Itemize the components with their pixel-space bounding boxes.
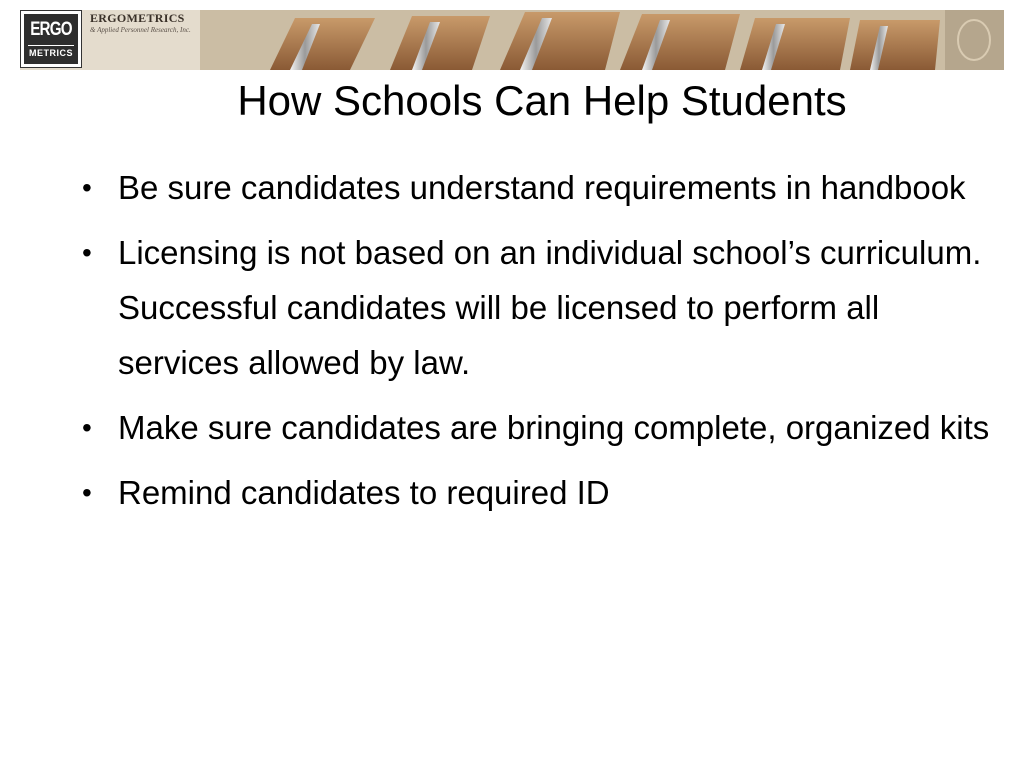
logo-metrics-text: METRICS [29,48,73,58]
brand-name: ERGOMETRICS [90,11,185,25]
bullet-icon: • [82,172,92,203]
bullet-item [76,465,996,520]
bullet-text: Be sure candidates understand requirements in handbook [118,169,966,206]
slide-title: How Schools Can Help Students [237,77,847,124]
bullet-item [76,160,996,215]
brand-tagline: & Applied Personnel Research, Inc. [90,26,191,34]
logo-ergo-text: ERGO [30,19,72,40]
bullet-text: Licensing is not based on an individual school’s curriculum. Successful candidates will be licensed to perform all services allowed by law. [118,234,982,381]
bullet-item [76,225,996,390]
bullet-icon: • [82,237,92,268]
logo-divider [28,45,74,46]
bullet-text: Make sure candidates are bringing complete, organized kits [118,409,990,446]
ergometrics-logo [20,10,82,68]
bullet-icon: • [82,477,92,508]
header-banner [20,10,1004,70]
bullet-list [76,160,996,530]
bullet-icon: • [82,412,92,443]
bullet-item [76,400,996,455]
bullet-text: Remind candidates to required ID [118,474,610,511]
